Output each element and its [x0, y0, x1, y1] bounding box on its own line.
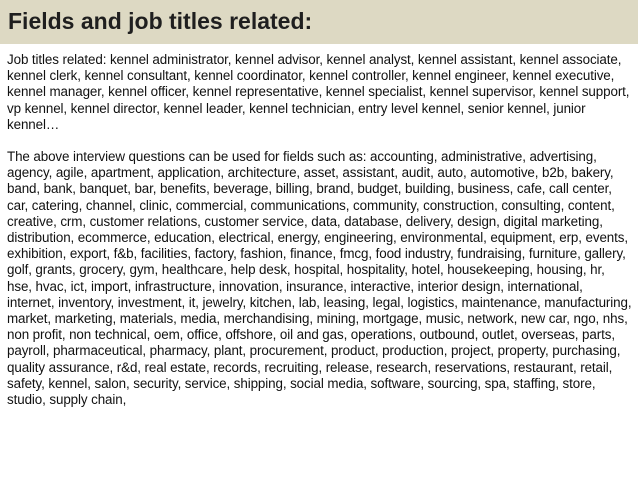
slide-title: Fields and job titles related: — [8, 8, 313, 34]
job-titles-paragraph: Job titles related: kennel administrator, kennel advisor, kennel analyst, kennel assistant, kennel associate, kennel clerk, kennel consultant, kennel coordinator, kennel controller, kennel engineer, kennel executive, kennel manager, kennel officer, kennel representative, kennel specialist, kennel supervisor, kennel support, vp kennel, kennel director, kennel leader, kennel technician, entry level kennel, senior kennel, junior kennel… — [7, 52, 630, 132]
title-band — [0, 0, 638, 44]
slide-body — [7, 52, 633, 408]
fields-paragraph: The above interview questions can be used for fields such as: accounting, administrative, advertising, agency, agile, apartment, application, architecture, asset, assistant, audit, auto, automotive, b2b, bakery, band, bank, banquet, bar, benefits, beverage, billing, brand, budget, building, business, cafe, call center, car, catering, channel, clinic, commercial, communications, community, construction, consulting, content, creative, crm, customer relations, customer service, data, database, delivery, design, digital marketing, distribution, ecommerce, education, electrical, energy, engineering, environmental, equipment, erp, events, exhibition, export, f&b, facilities, factory, fashion, finance, fmcg, food industry, fundraising, furniture, gallery, golf, grants, grocery, gym, healthcare, help desk, hospital, hospitality, hotel, housekeeping, housing, hr, hse, hvac, ict, import, infrastructure, innovation, insurance, interactive, interior design, international, internet, inventory, investment, it, jewelry, kitchen, lab, leasing, legal, logistics, maintenance, manufacturing, market, marketing, materials, media, merchandising, mining, mortgage, music, network, new car, ngo, nhs, non profit, non technical, oem, office, offshore, oil and gas, operations, outbound, outlet, overseas, parts, payroll, pharmaceutical, pharmacy, plant, procurement, product, production, project, property, purchasing, quality assurance, r&d, real estate, records, recruiting, release, research, reservations, restaurant, retail, safety, kennel, salon, security, service, shipping, social media, software, sourcing, spa, staffing, store, studio, supply chain, — [7, 149, 632, 408]
